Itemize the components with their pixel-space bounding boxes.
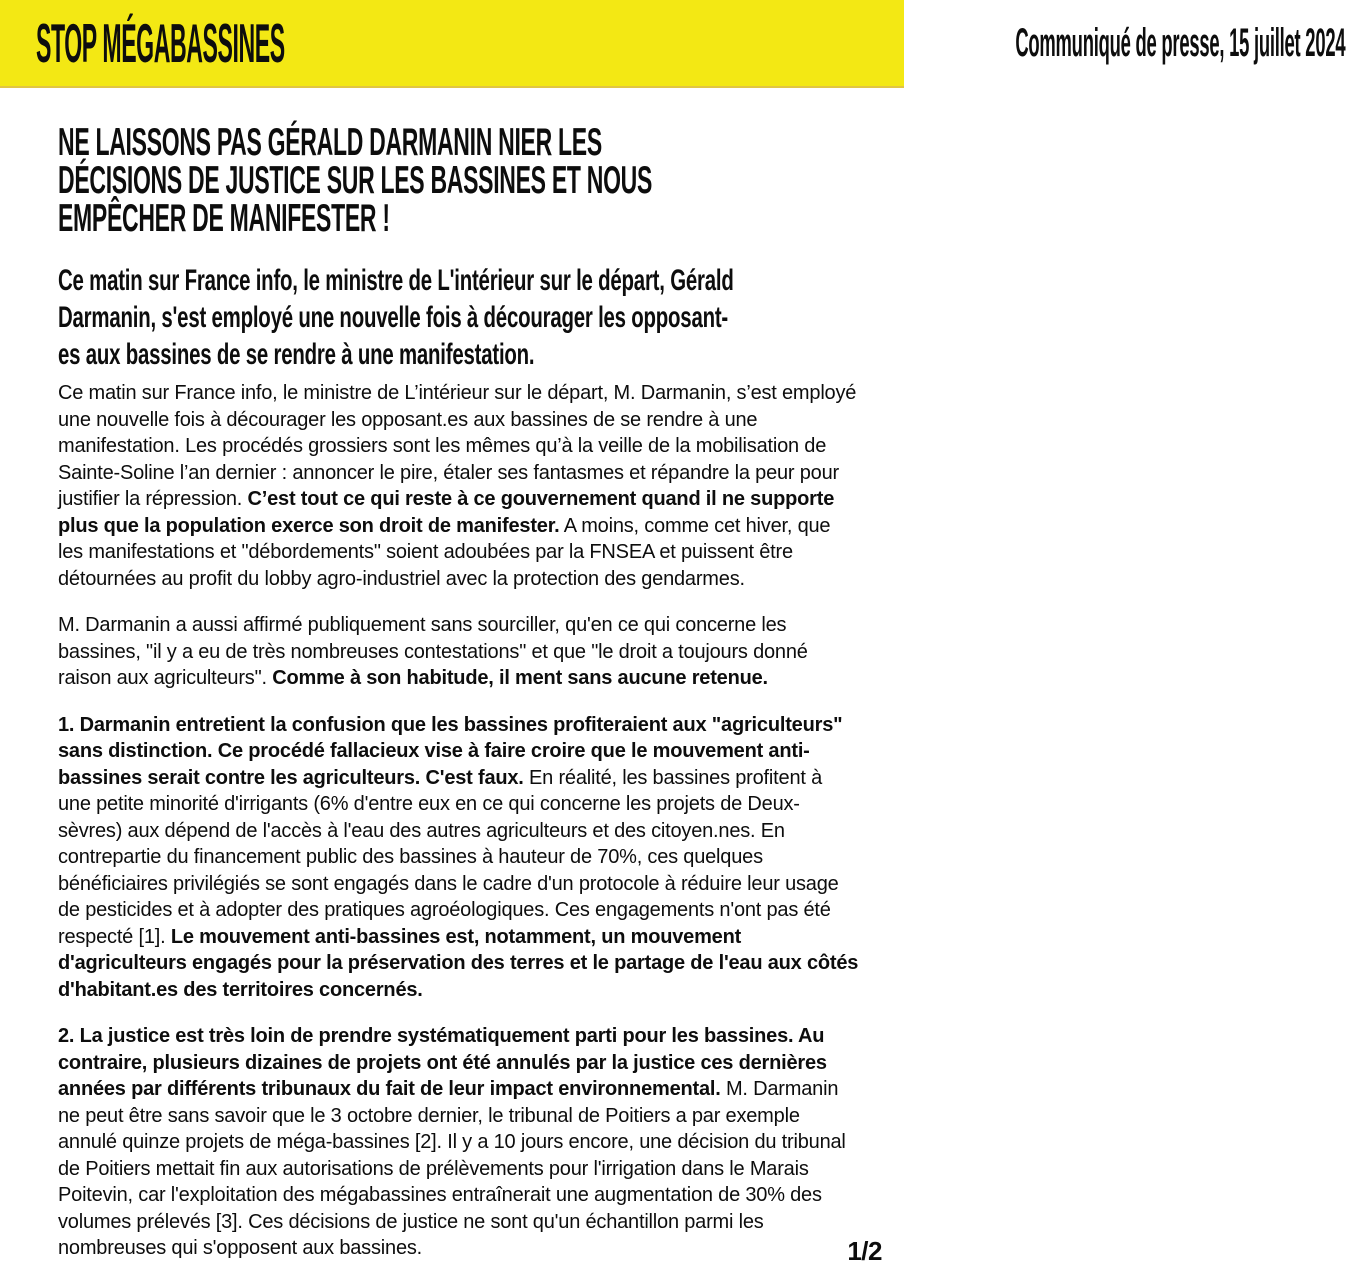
text-segment: Ce matin sur France info, le ministre de L’intérieur sur le départ, M. Darmanin, s’est employé une nouvelle fois à décourager les opposant.es aux bassines de se rendre à une manifestation. Les procédés grossiers sont les mêmes qu’à la veille de la mobilisation de Sainte-Soline l’an dernier : annoncer le pire, étaler ses fantasmes et répandre la peur pour justifier la répression. — [58, 382, 857, 510]
text-segment-bold: 2. La justice est très loin de prendre systématiquement parti pour les bassines. Au contraire, plusieurs dizaines de projets ont été annulés par la justice ces dernières années par différents tribunaux du fait de leur impact environnemental. — [58, 1025, 827, 1100]
standfirst-line: Ce matin sur France info, le ministre de L'intérieur sur le départ, Gérald — [58, 264, 734, 297]
paragraph-darmanin-claims — [58, 612, 860, 692]
text-segment-bold: 1. Darmanin entretient la confusion que les bassines profiteraient aux "agriculteurs" sans distinction. Ce procédé fallacieux vise à faire croire que le mouvement anti-bassines serait contre les agriculteurs. C'est faux. — [58, 713, 843, 789]
press-release-date — [628, 21, 1345, 66]
standfirst-line: Darmanin, s'est employé une nouvelle fois à décourager les opposant- — [58, 301, 729, 334]
brand-wordmark-text: STOP MÉGABASSINES — [36, 12, 285, 74]
body-copy — [58, 380, 860, 1282]
text-segment: M. Darmanin ne peut être sans savoir que le 3 octobre dernier, le tribunal de Poitiers a par exemple annulé quinze projets de méga-bassines [2]. Il y a 10 jours encore, une décision du tribunal de Poitiers mettait fin aux autorisations de prélèvements pour l'irrigation dans le Marais Poitevin, car l'exploitation des mégabassines entraînerait une augmentation de 30% des volumes prélevés [3]. Ces décisions de justice ne sont qu'un échantillon parmi les nombreuses qui s'opposent aux bassines. — [58, 1078, 846, 1259]
standfirst — [58, 262, 1052, 373]
paragraph-point-2 — [58, 1023, 860, 1262]
headline-line: DÉCISIONS DE JUSTICE SUR LES BASSINES ET NOUS — [58, 159, 653, 202]
headline-line: EMPÊCHER DE MANIFESTER ! — [58, 197, 390, 240]
headline-line: NE LAISSONS PAS GÉRALD DARMANIN NIER LES — [58, 121, 602, 164]
paragraph-intro — [58, 380, 860, 592]
text-segment: A moins, comme cet hiver, que les manifestations et "débordements" soient adoubées par la FNSEA et puissent être détournées au profit du lobby agro-industriel avec la protection des gendarmes. — [58, 514, 831, 590]
paragraph-point-1 — [58, 712, 860, 1004]
headline — [58, 121, 1065, 240]
text-segment-bold: Comme à son habitude, il ment sans aucune retenue. — [272, 667, 768, 689]
brand-wordmark — [36, 11, 628, 75]
standfirst-line: es aux bassines de se rendre à une manifestation. — [58, 338, 535, 371]
page-number: 1/2 — [847, 1236, 882, 1266]
text-segment: M. Darmanin a aussi affirmé publiquement sans sourciller, qu'en ce qui concerne les bassines, "il y a eu de très nombreuses contestations" et que "le droit a toujours donné raison aux agriculteurs". — [58, 614, 808, 689]
text-segment: En réalité, les bassines profitent à une petite minorité d'irrigants (6% d'entre eux en ce qui concerne les projets de Deux-sèvres) aux dépend de l'accès à l'eau des autres agriculteurs et des citoyen.nes. En contrepartie du financement public des bassines à hauteur de 70%, ces quelques bénéficiaires privilégiés se sont engagés dans le cadre d'un protocole à réduire leur usage de pesticides et à adopter des pratiques agroéologiques. Ces engagements n'ont pas été respecté [1]. — [58, 766, 839, 948]
press-release-date-text: Communiqué de presse, 15 juillet 2024 — [1015, 20, 1346, 65]
press-banner — [0, 0, 1346, 88]
text-segment-bold: Le mouvement anti-bassines est, notamment, un mouvement d'agriculteurs engagés pour la préservation des terres et le partage de l'eau aux côtés d'habitant.es des territoires concernés. — [58, 925, 859, 1001]
text-segment-bold: C’est tout ce qui reste à ce gouvernement quand il ne supporte plus que la population exerce son droit de manifester. — [58, 488, 835, 537]
